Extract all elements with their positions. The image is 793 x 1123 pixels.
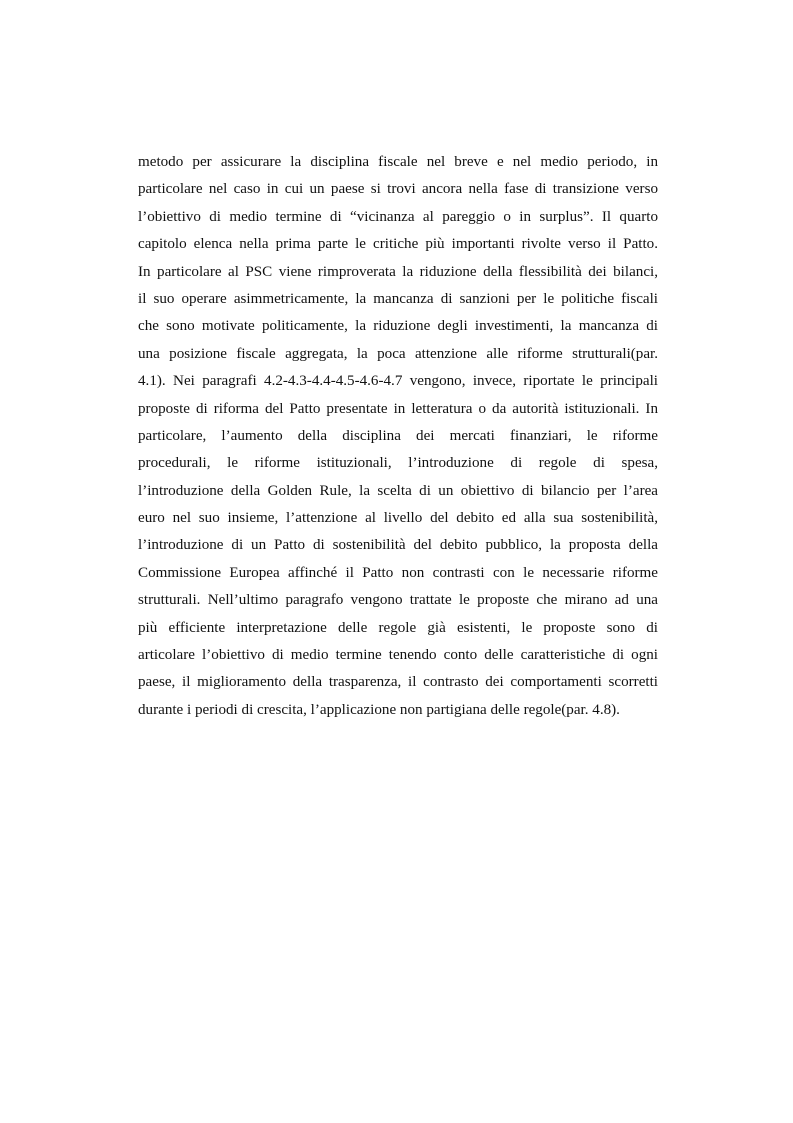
text-line-2: particolare nel caso in cui un paese si trovi ancora nella fase di transizione verso [138,181,658,198]
text-line-4: capitolo elenca nella prima parte le critiche più importanti rivolte verso il Patto. [138,236,658,253]
body-paragraph [138,149,658,724]
text-line-9: 4.1). Nei paragrafi 4.2-4.3-4.4-4.5-4.6-4.7 vengono, invece, riportate le principali [138,373,658,390]
text-line-13: l’introduzione della Golden Rule, la scelta di un obiettivo di bilancio per l’area [138,482,658,499]
text-line-1: metodo per assicurare la disciplina fiscale nel breve e nel medio periodo, in [138,154,658,170]
text-line-8: una posizione fiscale aggregata, la poca attenzione alle riforme strutturali(par. [138,345,658,362]
text-line-7: che sono motivate politicamente, la riduzione degli investimenti, la mancanza di [138,318,658,335]
text-line-20: paese, il miglioramento della trasparenza, il contrasto dei comportamenti scorretti [138,674,658,691]
text-line-19: articolare l’obiettivo di medio termine tenendo conto delle caratteristiche di ogni [138,647,658,664]
text-line-15: l’introduzione di un Patto di sostenibilità del debito pubblico, la proposta della [138,537,658,554]
text-line-16: Commissione Europea affinché il Patto non contrasti con le necessarie riforme [138,564,658,581]
text-line-11: particolare, l’aumento della disciplina dei mercati finanziari, le riforme [138,427,658,444]
text-line-21: durante i periodi di crescita, l’applicazione non partigiana delle regole(par. 4.8). [138,701,620,718]
text-line-3: l’obiettivo di medio termine di “vicinanza al pareggio o in surplus”. Il quarto [138,208,658,225]
text-line-5: In particolare al PSC viene rimproverata la riduzione della flessibilità dei bilanci, [138,263,658,280]
text-line-14: euro nel suo insieme, l’attenzione al livello del debito ed alla sua sostenibilità, [138,510,658,527]
text-line-12: procedurali, le riforme istituzionali, l’introduzione di regole di spesa, [138,455,658,472]
text-line-18: più efficiente interpretazione delle regole già esistenti, le proposte sono di [138,619,658,636]
text-line-10: proposte di riforma del Patto presentate in letteratura o da autorità istituzionali. In [138,400,658,417]
text-line-6: il suo operare asimmetricamente, la mancanza di sanzioni per le politiche fiscali [138,290,658,307]
text-line-17: strutturali. Nell’ultimo paragrafo vengono trattate le proposte che mirano ad una [138,592,658,609]
